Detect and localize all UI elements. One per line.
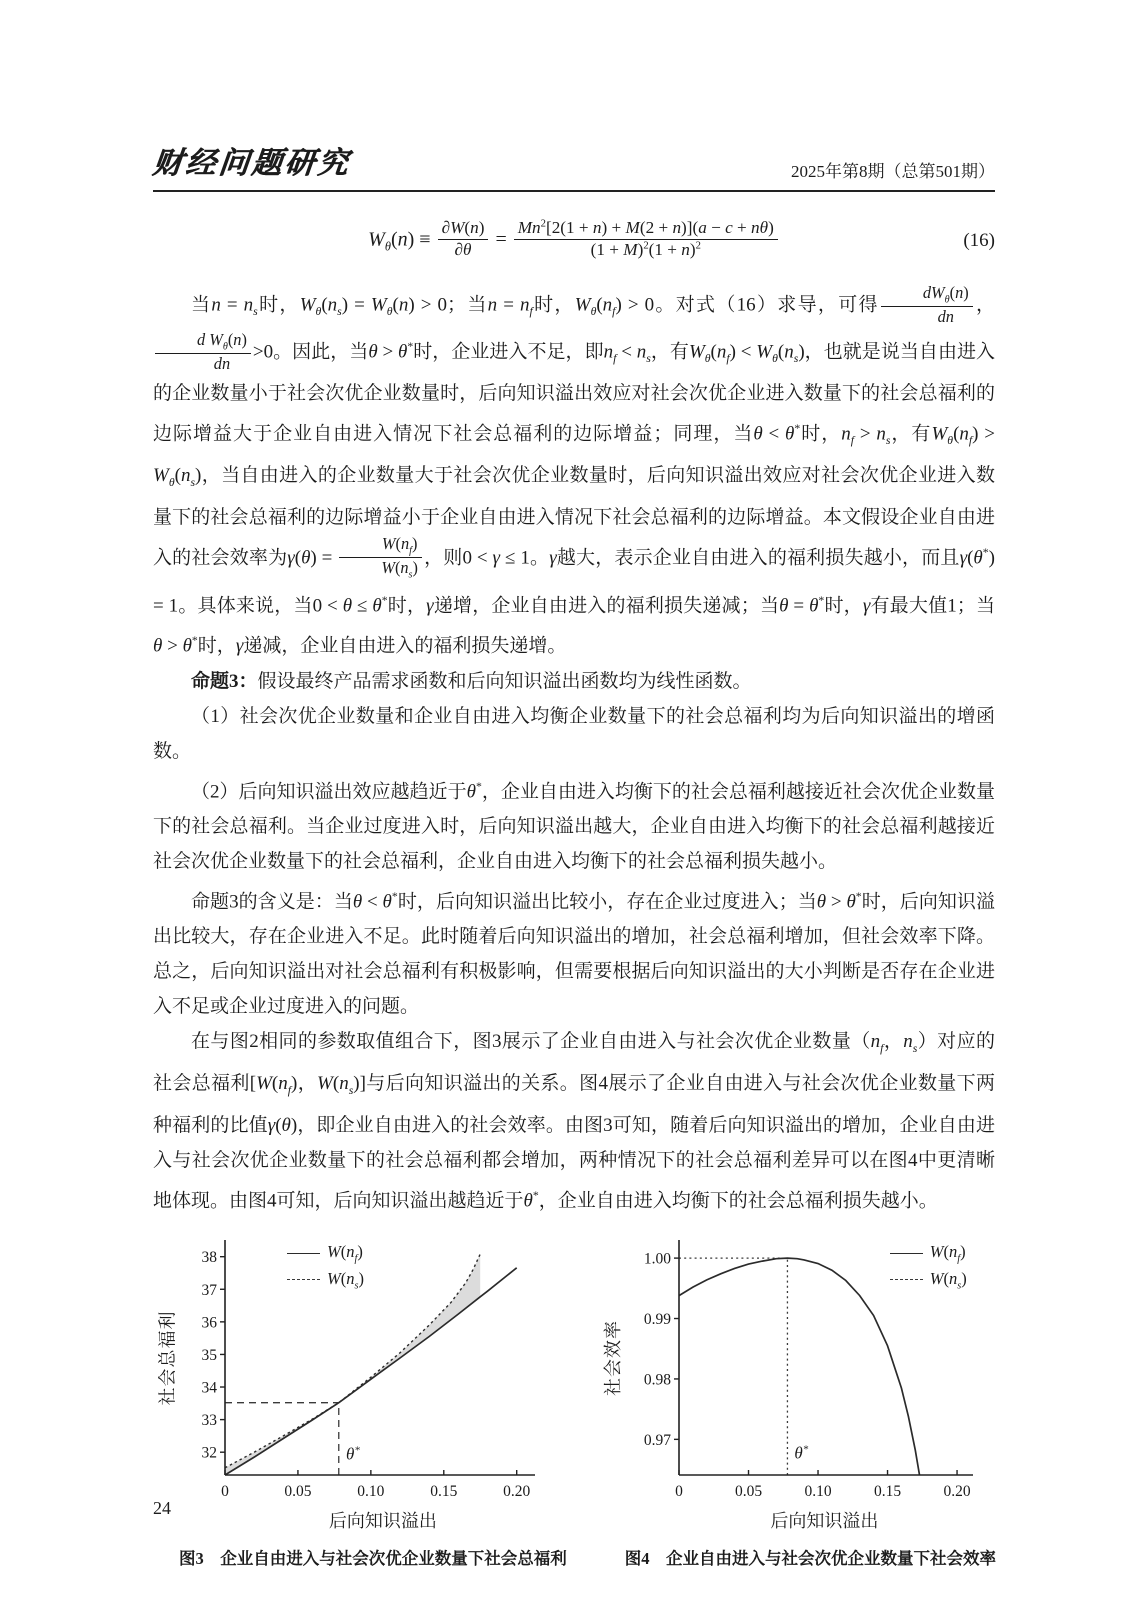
equation-16-body: $W_\theta(n)$ ≡ $\frac{\partial W(n)}{\partial\theta}$ = $\frac{Mn^2[2(1 + n) + M(2 + n)](a - c + n\theta)}{(1 + M)^2(1 + n)^2}$ xyxy=(368,220,780,262)
svg-text:0.05: 0.05 xyxy=(734,1483,762,1501)
figure-4 xyxy=(599,1234,996,1569)
svg-text:0.10: 0.10 xyxy=(804,1483,832,1501)
svg-text:0.98: 0.98 xyxy=(643,1371,671,1389)
svg-text:0: 0 xyxy=(221,1483,229,1501)
page-number: 24 xyxy=(153,1498,171,1518)
fig4-legend xyxy=(890,1242,967,1291)
svg-text:37: 37 xyxy=(201,1282,217,1300)
journal-logo: 财经问题研究 xyxy=(150,147,353,180)
svg-text:33: 33 xyxy=(201,1412,217,1430)
paragraph-proposition-3-item-2: （2）后向知识溢出效应越趋近于θ*，企业自由进入均衡下的社会总福利越接近社会次优企业数量下的社会总福利。当企业过度进入时，后向知识溢出越大，企业自由进入均衡下的社会总福利越接近社会次优企业数量下的社会总福利，企业自由进入均衡下的社会总福利损失越小。 xyxy=(153,779,995,873)
equation-16 xyxy=(153,208,995,274)
legend-entry-wns: $W(n_s)$ xyxy=(287,1269,364,1291)
svg-text:38: 38 xyxy=(201,1249,217,1267)
svg-text:0.15: 0.15 xyxy=(430,1483,458,1501)
dashed-line-sample xyxy=(287,1279,320,1280)
fig4-caption: 图4 企业自由进入与社会次优企业数量下社会效率 xyxy=(624,1549,996,1569)
solid-line-sample xyxy=(890,1253,923,1254)
legend-entry-wnf: $W(n_f)$ xyxy=(890,1242,967,1264)
svg-text:32: 32 xyxy=(201,1445,217,1463)
dashed-line-sample xyxy=(890,1279,923,1280)
solid-line-sample xyxy=(287,1253,320,1254)
legend-entry-wns: $W(n_s)$ xyxy=(890,1269,967,1291)
paragraph-proposition-3: 命题3：假设最终产品需求函数和后向知识溢出函数均为线性函数。 xyxy=(191,670,752,692)
fig3-caption: 图3 企业自由进入与社会次优企业数量下社会总福利 xyxy=(179,1549,567,1569)
svg-text:0: 0 xyxy=(674,1483,683,1501)
fig3-legend xyxy=(287,1242,364,1291)
fig4-x-axis-label: 后向知识溢出 xyxy=(770,1511,879,1532)
fig4-y-axis-label: 社会效率 xyxy=(602,1320,623,1397)
svg-text:0.20: 0.20 xyxy=(503,1483,531,1501)
svg-text:0.05: 0.05 xyxy=(284,1483,312,1501)
paragraph-proposition-3-item-1: （1）社会次优企业数量和企业自由进入均衡企业数量下的社会总福利均为后向知识溢出的增函数。 xyxy=(153,705,995,762)
svg-text:0.97: 0.97 xyxy=(643,1432,671,1450)
equation-16-number: (16) xyxy=(963,230,995,251)
svg-text:0.99: 0.99 xyxy=(643,1311,671,1329)
svg-text:36: 36 xyxy=(201,1314,217,1332)
figures-row xyxy=(153,1234,995,1569)
fig3-x-axis-label: 后向知识溢出 xyxy=(328,1511,437,1532)
svg-text:0.10: 0.10 xyxy=(357,1483,385,1501)
svg-text:θ*: θ* xyxy=(794,1444,808,1463)
svg-text:34: 34 xyxy=(201,1379,217,1397)
issue-info: 2025年第8期（总第501期） xyxy=(791,162,995,181)
paragraph-proposition-3-meaning: 命题3的含义是：当θ < θ*时，后向知识溢出比较小，存在企业过度进入；当θ > θ*时，后向知识溢出比较大，存在企业进入不足。此时随着后向知识溢出的增加，社会总福利增加，但社会效率下降。总之，后向知识溢出对社会总福利有积极影响，但需要根据后向知识溢出的大小判断是否存在企业进入不足或企业过度进入的问题。 xyxy=(153,890,995,1018)
svg-text:1.00: 1.00 xyxy=(643,1250,671,1268)
legend-entry-wnf: $W(n_f)$ xyxy=(287,1242,364,1264)
svg-text:0.15: 0.15 xyxy=(873,1483,901,1501)
figure-3 xyxy=(153,1234,567,1569)
svg-text:0.20: 0.20 xyxy=(943,1483,971,1501)
svg-text:θ*: θ* xyxy=(346,1444,360,1464)
fig3-y-axis-label: 社会总福利 xyxy=(157,1310,177,1406)
paragraph-derivation: 当$n = n_s$时，$W_\theta(n_s) = W_\theta(n) > 0$；当$n = n_f$时，$W_\theta(n_f) > 0$。对式（16）求导，可得 $\frac{dW_\theta(n)}{dn}$ ， $\frac{d W_\theta(n)}{dn}$ >0。因此，当θ > θ*时，企业进入不足，即$n_f < n_s$，有$W_\theta(n_f) < W_\theta(n_s)$，也就是说当自由进入的企业数量小于社会次优企业数量时，后向知识溢出效应对社会次优企业进入数量下的社会总福利的边际增益大于企业自由进入情况下社会总福利的边际增益；同理，当θ < θ*时，$n_f > n_s$，有$W_\theta(n_f) > W_\theta(n_s)$，当自由进入的企业数量大于社会次优企业数量时，后向知识溢出效应对社会次优企业进入数量下的社会总福利的边际增益小于企业自由进入情况下社会总福利的边际增益。本文假设企业自由进入的社会效率为γ(θ) = $\frac{W(n_f)}{W(n_s)}$ ，则0 < γ ≤ 1。γ越大，表示企业自由进入的福利损失越小，而且γ(θ*) = 1。具体来说，当0 < θ ≤ θ*时，γ递增，企业自由进入的福利损失递减；当θ = θ*时，γ有最大值1；当θ > θ*时，γ递减，企业自由进入的福利损失递增。 xyxy=(153,282,996,657)
paragraph-figure-discussion: 在与图2相同的参数取值组合下，图3展示了企业自由进入与社会次优企业数量（$n_f$，$n_s$）对应的社会总福利[$W(n_f)$，$W(n_s)$]与后向知识溢出的关系。图4展示了企业自由进入与社会次优企业数量下两种福利的比值γ(θ)，即企业自由进入的社会效率。由图3可知，随着后向知识溢出的增加，企业自由进入与社会次优企业数量下的社会总福利都会增加，两种情况下的社会总福利差异可以在图4中更清晰地体现。由图4可知，后向知识溢出越趋近于θ*，企业自由进入均衡下的社会总福利损失越小。 xyxy=(153,1031,996,1212)
journal-header xyxy=(150,138,995,192)
svg-text:35: 35 xyxy=(201,1347,217,1365)
